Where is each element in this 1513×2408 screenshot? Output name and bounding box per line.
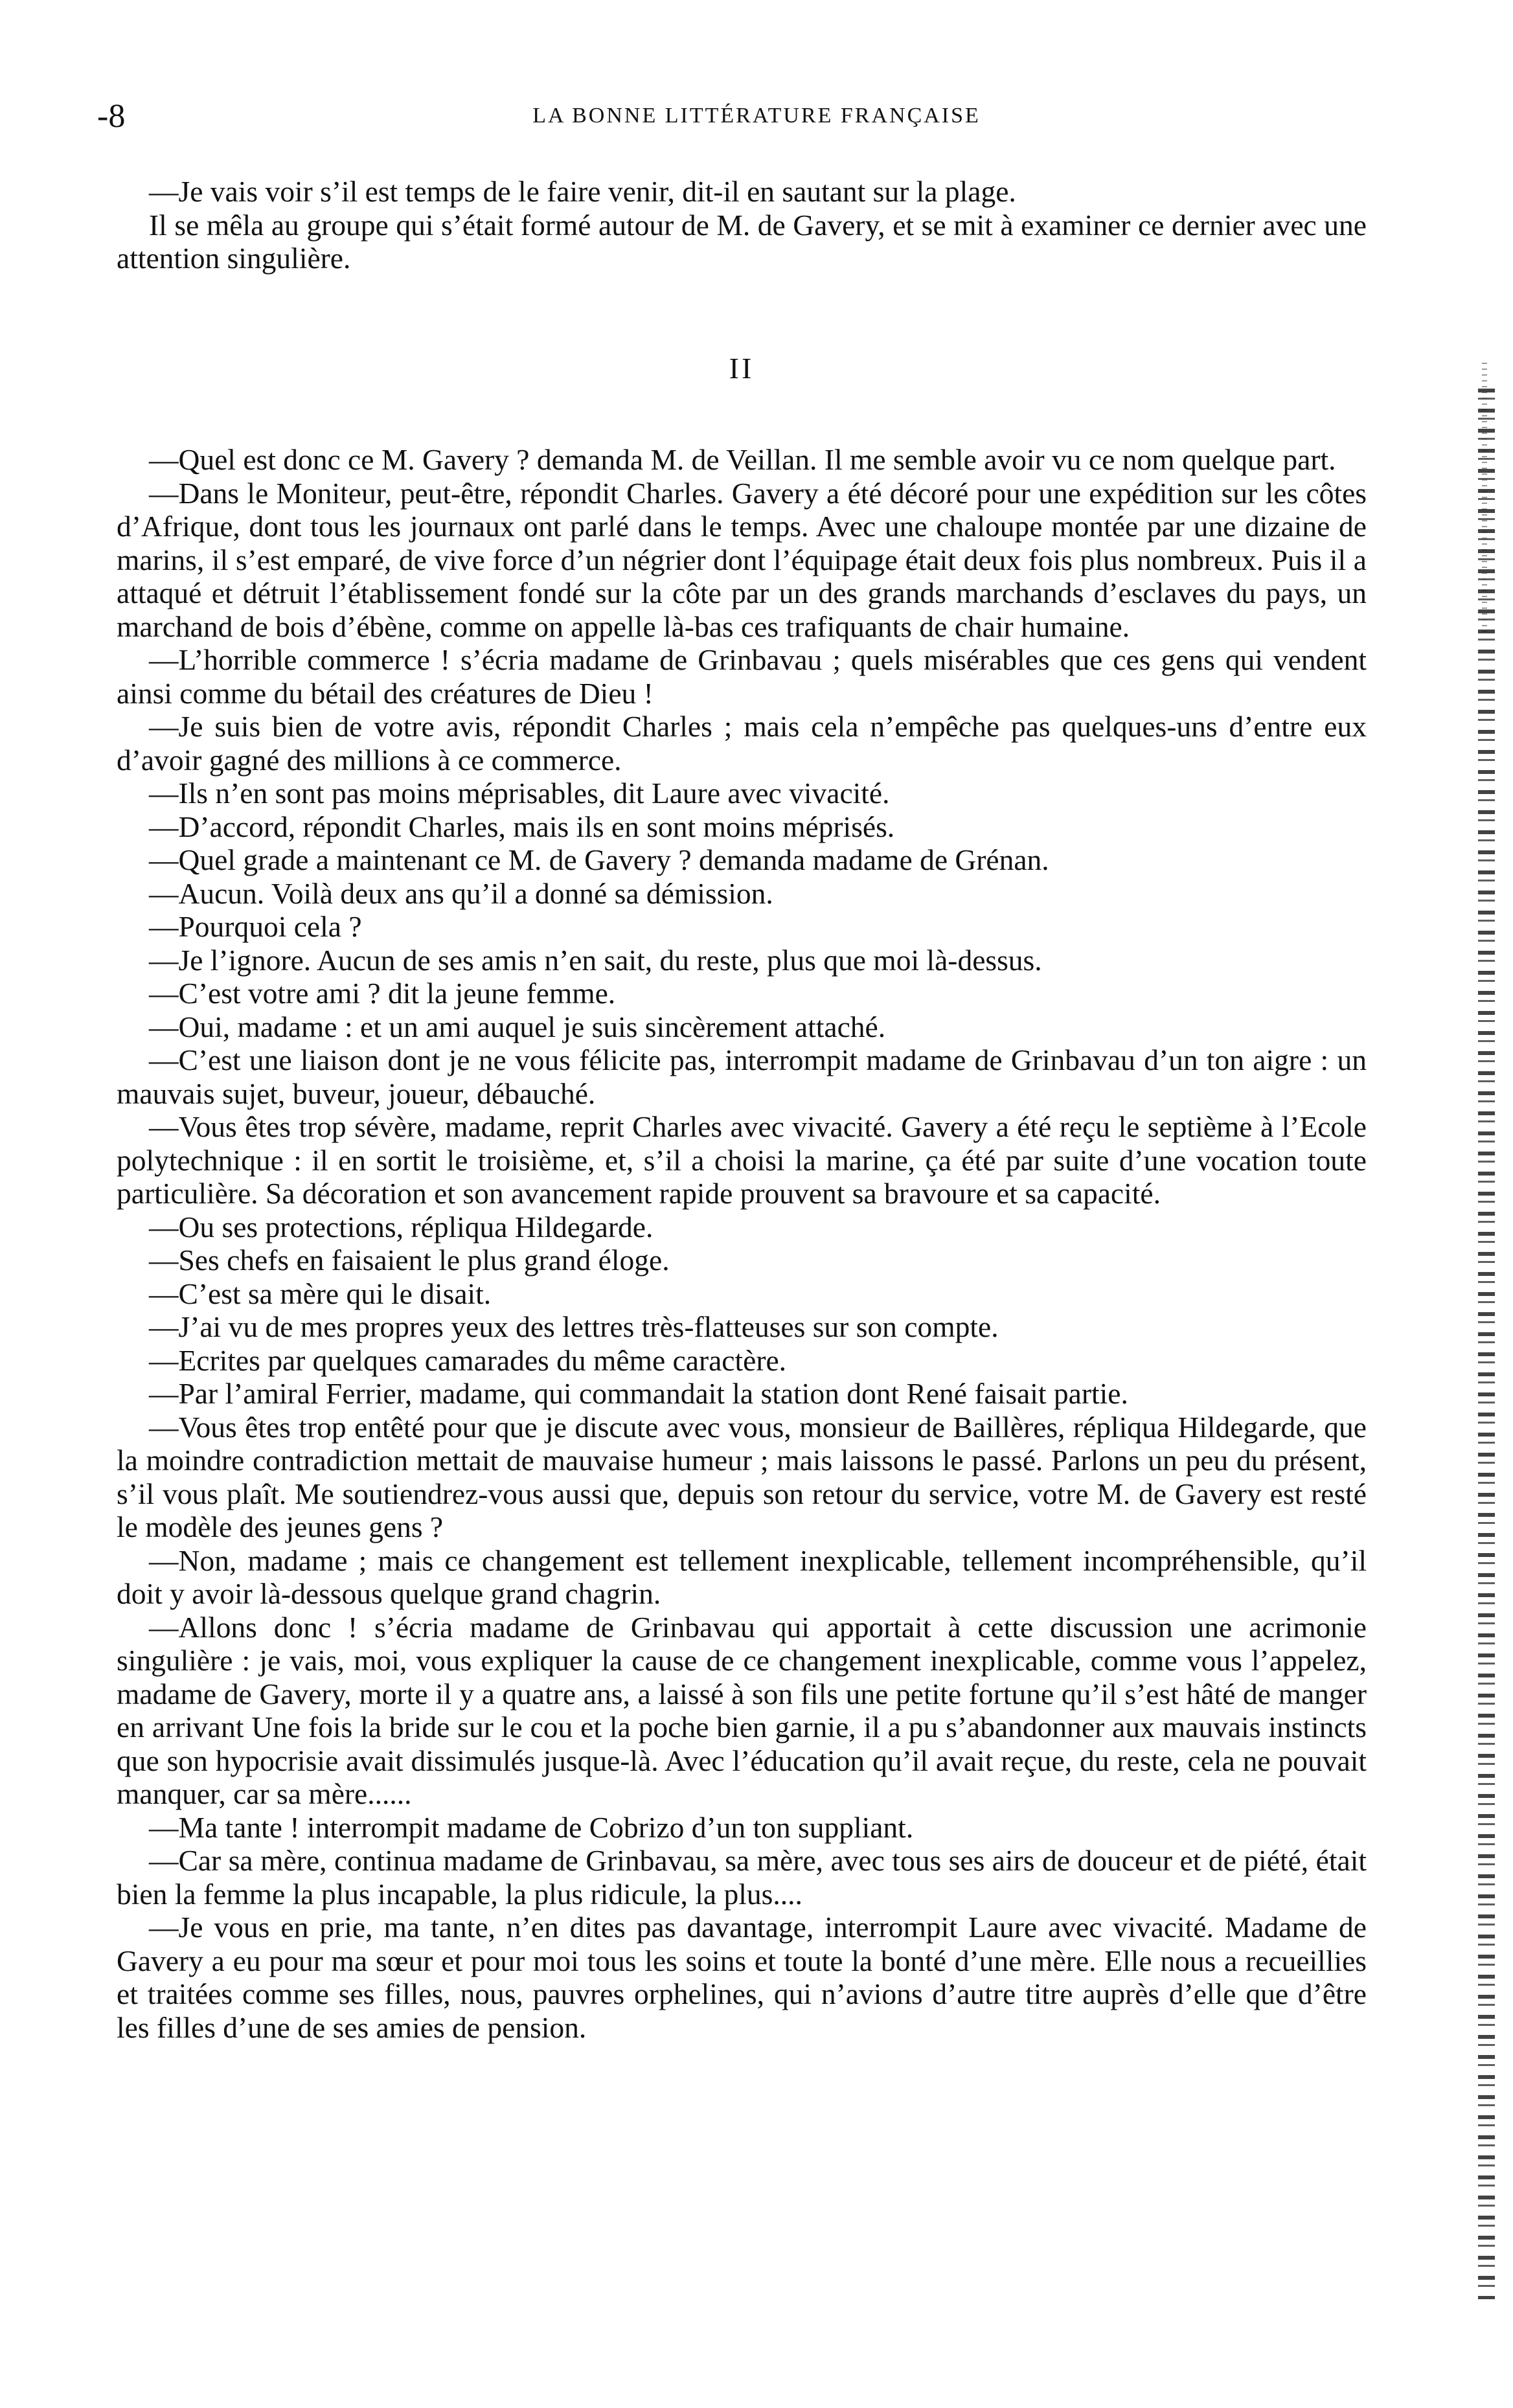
paragraphs-after-section	[117, 443, 1367, 2044]
paragraph: —Par l’amiral Ferrier, madame, qui commandait la station dont René faisait partie.	[149, 1377, 1128, 1410]
page-header	[0, 97, 1513, 136]
paragraph: Il se mêla au groupe qui s’était formé autour de M. de Gavery, et se mit à examiner ce dernier avec une attention singulière.	[117, 208, 1367, 275]
paragraph: —Je l’ignore. Aucun de ses amis n’en sait, du reste, plus que moi là-dessus.	[149, 943, 1042, 977]
paragraph: —C’est une liaison dont je ne vous félicite pas, interrompit madame de Grinbavau d’un ton aigre : un mauvais sujet, buveur, joueur, débauché.	[117, 1043, 1367, 1110]
paragraph: —D’accord, répondit Charles, mais ils en sont moins méprisés.	[149, 810, 895, 843]
scan-edge-marks	[1478, 389, 1495, 2299]
paragraph: —Ou ses protections, répliqua Hildegarde.	[149, 1210, 654, 1244]
paragraph: —Allons donc ! s’écria madame de Grinbavau qui apportait à cette discussion une acrimonie singulière : je vais, moi, vous expliquer la cause de ce changement inexplicable, comme vous l’appelez, madame de Gavery, morte il y a quatre ans, a laissé à son fils une petite fortune qu’il s’est hâté de manger en arrivant Une fois la bride sur le cou et la poche bien garnie, il a pu s’abandonner aux mauvais instincts que son hypocrisie avait dissimulés jusque-là. Avec l’éducation qu’il avait reçue, du reste, cela ne pouvait manquer, car sa mère......	[117, 1610, 1367, 1810]
paragraph: —Non, madame ; mais ce changement est tellement inexplicable, tellement incompréhensible, qu’il doit y avoir là-dessous quelque grand chagrin.	[117, 1543, 1367, 1610]
paragraph: —Car sa mère, continua madame de Grinbavau, sa mère, avec tous ses airs de douceur et de piété, était bien la femme la plus incapable, la plus ridicule, la plus....	[117, 1844, 1367, 1911]
paragraph: —Ecrites par quelques camarades du même caractère.	[149, 1343, 787, 1377]
paragraph: —Quel grade a maintenant ce M. de Gavery ? demanda madame de Grénan.	[149, 843, 1049, 876]
paragraph: —Aucun. Voilà deux ans qu’il a donné sa démission.	[149, 876, 773, 910]
paragraph: —Pourquoi cela ?	[149, 910, 362, 943]
section-number: II	[729, 351, 755, 385]
paragraph: —C’est sa mère qui le disait.	[149, 1277, 492, 1310]
page-body	[117, 175, 1367, 2044]
paragraph: —Dans le Moniteur, peut-être, répondit Charles. Gavery a été décoré pour une expédition sur les côtes d’Afrique, dont tous les journaux ont parlé dans le temps. Avec une chaloupe montée par une dizaine de marins, il s’est emparé, de vive force d’un négrier dont l’équipage était deux fois plus nombreux. Puis il a attaqué et détruit l’établissement fondé sur la côte par un des grands marchands d’esclaves du pays, un marchand de bois d’ébène, comme on appelle là-bas ces trafiquants de chair humaine.	[117, 476, 1367, 643]
running-title: LA BONNE LITTÉRATURE FRANÇAISE	[532, 104, 981, 128]
paragraph: —L’horrible commerce ! s’écria madame de Grinbavau ; quels misérables que ces gens qui vendent ainsi comme du bétail des créatures de Dieu !	[117, 643, 1367, 710]
paragraph: —Ils n’en sont pas moins méprisables, dit Laure avec vivacité.	[149, 777, 890, 810]
paragraph: —J’ai vu de mes propres yeux des lettres très-flatteuses sur son compte.	[149, 1310, 999, 1343]
paragraph: —Je suis bien de votre avis, répondit Charles ; mais cela n’empêche pas quelques-uns d’entre eux d’avoir gagné des millions à ce commerce.	[117, 710, 1367, 777]
paragraph: —Ma tante ! interrompit madame de Cobrizo d’un ton suppliant.	[149, 1810, 914, 1844]
paragraph: —Ses chefs en faisaient le plus grand éloge.	[149, 1244, 670, 1277]
paragraph: —Oui, madame : et un ami auquel je suis sincèrement attaché.	[149, 1010, 886, 1043]
paragraph: —Quel est donc ce M. Gavery ? demanda M. de Veillan. Il me semble avoir vu ce nom quelque part.	[149, 443, 1336, 476]
paragraph: —Vous êtes trop entêté pour que je discute avec vous, monsieur de Baillères, répliqua Hildegarde, que la moindre contradiction mettait de mauvaise humeur ; mais laissons le passé. Parlons un peu du présent, s’il vous plaît. Me soutiendrez-vous aussi que, depuis son retour du service, votre M. de Gavery est resté le modèle des jeunes gens ?	[117, 1410, 1367, 1543]
paragraph: —Je vous en prie, ma tante, n’en dites pas davantage, interrompit Laure avec vivacité. Madame de Gavery a eu pour ma sœur et pour moi tous les soins et toute la bonté d’une mère. Elle nous a recueillies et traitées comme ses filles, nous, pauvres orphelines, qui n’avions d’autre titre auprès d’elle que d’être les filles d’une de ses amies de pension.	[117, 1911, 1367, 2044]
paragraph: —Vous êtes trop sévère, madame, reprit Charles avec vivacité. Gavery a été reçu le septième à l’Ecole polytechnique : il en sortit le troisième, et, s’il a choisi la marine, ça été par suite d’une vocation toute particulière. Sa décoration et son avancement rapide prouvent sa bravoure et sa capacité.	[117, 1110, 1367, 1210]
page-number: -8	[97, 98, 126, 135]
paragraph: —C’est votre ami ? dit la jeune femme.	[149, 977, 616, 1010]
paragraph: —Je vais voir s’il est temps de le faire venir, dit-il en sautant sur la plage.	[149, 175, 1016, 208]
paragraphs-before-section	[117, 175, 1367, 275]
